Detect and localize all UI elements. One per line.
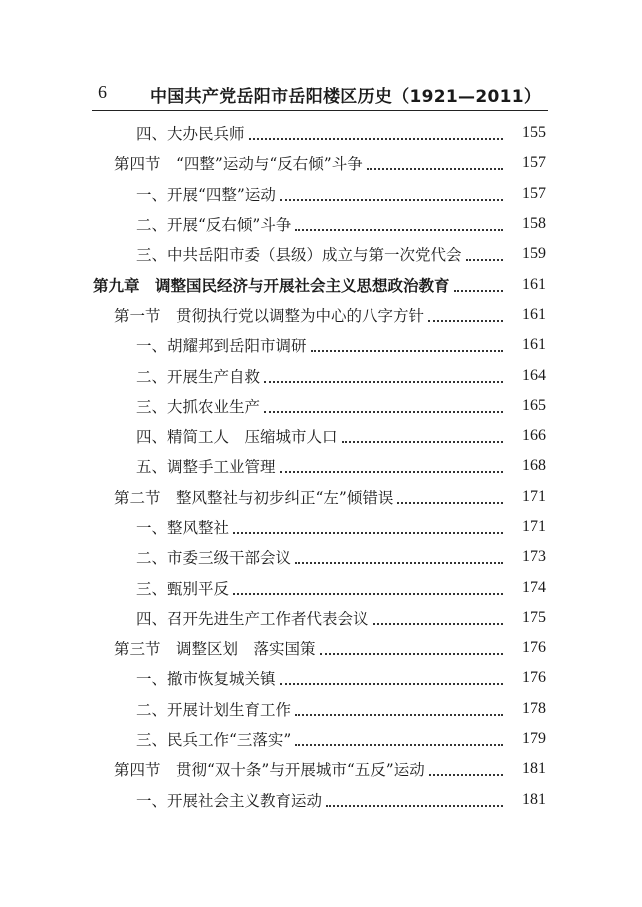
toc-entry-title: 三、民兵工作“三落实” [136, 731, 292, 750]
toc-entry-title: 三、中共岳阳市委（县级）成立与第一次党代会 [136, 246, 462, 265]
toc-entry-chapter[interactable] [0, 269, 642, 299]
dot-leader [264, 411, 503, 413]
toc-entry-title: 一、开展“四整”运动 [136, 185, 276, 204]
toc-entry-page-number: 161 [522, 275, 546, 293]
toc-entry-page-number: 171 [522, 487, 546, 505]
dot-leader [295, 229, 503, 231]
dot-leader [280, 683, 503, 685]
toc-entry-page-number: 178 [522, 699, 546, 717]
toc-entry-title: 二、开展计划生育工作 [136, 700, 292, 719]
toc-entry-section[interactable] [0, 300, 642, 330]
toc-entry-page-number: 157 [522, 154, 546, 172]
dot-leader [295, 562, 503, 564]
toc-entry-page-number: 157 [522, 184, 546, 202]
toc-entry-page-number: 161 [522, 305, 546, 323]
toc-entry-page-number: 155 [522, 124, 546, 142]
toc-entry-title: 三、甄别平反 [136, 579, 230, 598]
table-of-contents [0, 118, 642, 815]
toc-entry-item[interactable] [0, 421, 642, 451]
dot-leader [429, 774, 503, 776]
toc-entry-title: 四、大办民兵师 [136, 125, 245, 144]
toc-entry-item[interactable] [0, 512, 642, 542]
toc-entry-page-number: 176 [522, 639, 546, 657]
toc-entry-title: 四、精简工人 压缩城市人口 [136, 428, 338, 447]
toc-entry-item[interactable] [0, 330, 642, 360]
toc-entry-title: 一、整风整社 [136, 519, 230, 537]
toc-entry-item[interactable] [0, 239, 642, 269]
dot-leader [280, 471, 503, 473]
toc-entry-page-number: 176 [522, 669, 546, 687]
dot-leader [295, 714, 503, 716]
toc-entry-item[interactable] [0, 785, 642, 815]
toc-entry-title: 二、开展“反右倾”斗争 [136, 216, 292, 235]
toc-entry-item[interactable] [0, 603, 642, 633]
toc-entry-section[interactable] [0, 148, 642, 178]
toc-entry-item[interactable] [0, 209, 642, 239]
dot-leader [264, 381, 503, 383]
toc-entry-title: 第一节 贯彻执行党以调整为中心的八字方针 [114, 306, 425, 325]
toc-entry-item[interactable] [0, 542, 642, 572]
toc-entry-item[interactable] [0, 572, 642, 602]
toc-entry-page-number: 158 [522, 215, 546, 233]
toc-entry-page-number: 168 [522, 457, 546, 475]
dot-leader [280, 199, 503, 201]
page-number: 6 [98, 82, 107, 102]
toc-entry-title: 第九章 调整国民经济与开展社会主义思想政治教育 [93, 276, 450, 295]
toc-entry-page-number: 174 [522, 578, 546, 596]
dot-leader [295, 744, 503, 746]
dot-leader [342, 441, 503, 443]
toc-entry-title: 五、调整手工业管理 [136, 458, 276, 477]
toc-entry-page-number: 164 [522, 366, 546, 384]
toc-entry-item[interactable] [0, 179, 642, 209]
dot-leader [326, 805, 503, 807]
toc-entry-page-number: 173 [522, 548, 546, 566]
toc-entry-title: 第四节 贯彻“双十条”与开展城市“五反”运动 [114, 761, 425, 780]
toc-entry-item[interactable] [0, 663, 642, 693]
dot-leader [454, 290, 503, 292]
dot-leader [249, 138, 503, 140]
toc-entry-title: 二、市委三级干部会议 [136, 549, 292, 568]
dot-leader [233, 532, 503, 534]
toc-entry-section[interactable] [0, 754, 642, 784]
toc-entry-item[interactable] [0, 118, 642, 148]
dot-leader [233, 593, 503, 595]
toc-entry-title: 四、召开先进生产工作者代表会议 [136, 609, 369, 628]
toc-entry-title: 一、撤市恢复城关镇 [136, 670, 276, 689]
toc-entry-section[interactable] [0, 482, 642, 512]
toc-entry-item[interactable] [0, 360, 642, 390]
toc-entry-page-number: 159 [522, 245, 546, 263]
dot-leader [367, 168, 503, 170]
dot-leader [397, 502, 503, 504]
toc-entry-page-number: 175 [522, 608, 546, 626]
dot-leader [320, 653, 503, 655]
toc-entry-section[interactable] [0, 633, 642, 663]
toc-entry-page-number: 181 [522, 790, 546, 808]
toc-entry-title: 一、胡耀邦到岳阳市调研 [136, 337, 307, 356]
toc-entry-title: 第四节 “四整”运动与“反右倾”斗争 [114, 155, 363, 174]
dot-leader [466, 259, 503, 261]
toc-entry-title: 二、开展生产自救 [136, 367, 261, 386]
dot-leader [373, 623, 503, 625]
toc-entry-page-number: 181 [522, 760, 546, 778]
running-title: 中国共产党岳阳市岳阳楼区历史（1921—2011） [150, 87, 542, 107]
toc-entry-page-number: 165 [522, 396, 546, 414]
toc-entry-title: 第三节 调整区划 落实国策 [114, 640, 316, 659]
toc-entry-title: 第二节 整风整社与初步纠正“左”倾错误 [114, 488, 394, 507]
toc-entry-item[interactable] [0, 694, 642, 724]
toc-entry-item[interactable] [0, 724, 642, 754]
toc-entry-title: 三、大抓农业生产 [136, 397, 261, 416]
dot-leader [311, 350, 503, 352]
toc-entry-page-number: 179 [522, 730, 546, 748]
toc-entry-page-number: 171 [522, 518, 546, 535]
toc-entry-item[interactable] [0, 391, 642, 421]
toc-entry-page-number: 166 [522, 427, 546, 445]
running-header [92, 80, 548, 111]
toc-entry-page-number: 161 [522, 336, 546, 354]
dot-leader [428, 320, 503, 322]
toc-entry-title: 一、开展社会主义教育运动 [136, 791, 323, 810]
toc-entry-item[interactable] [0, 451, 642, 481]
